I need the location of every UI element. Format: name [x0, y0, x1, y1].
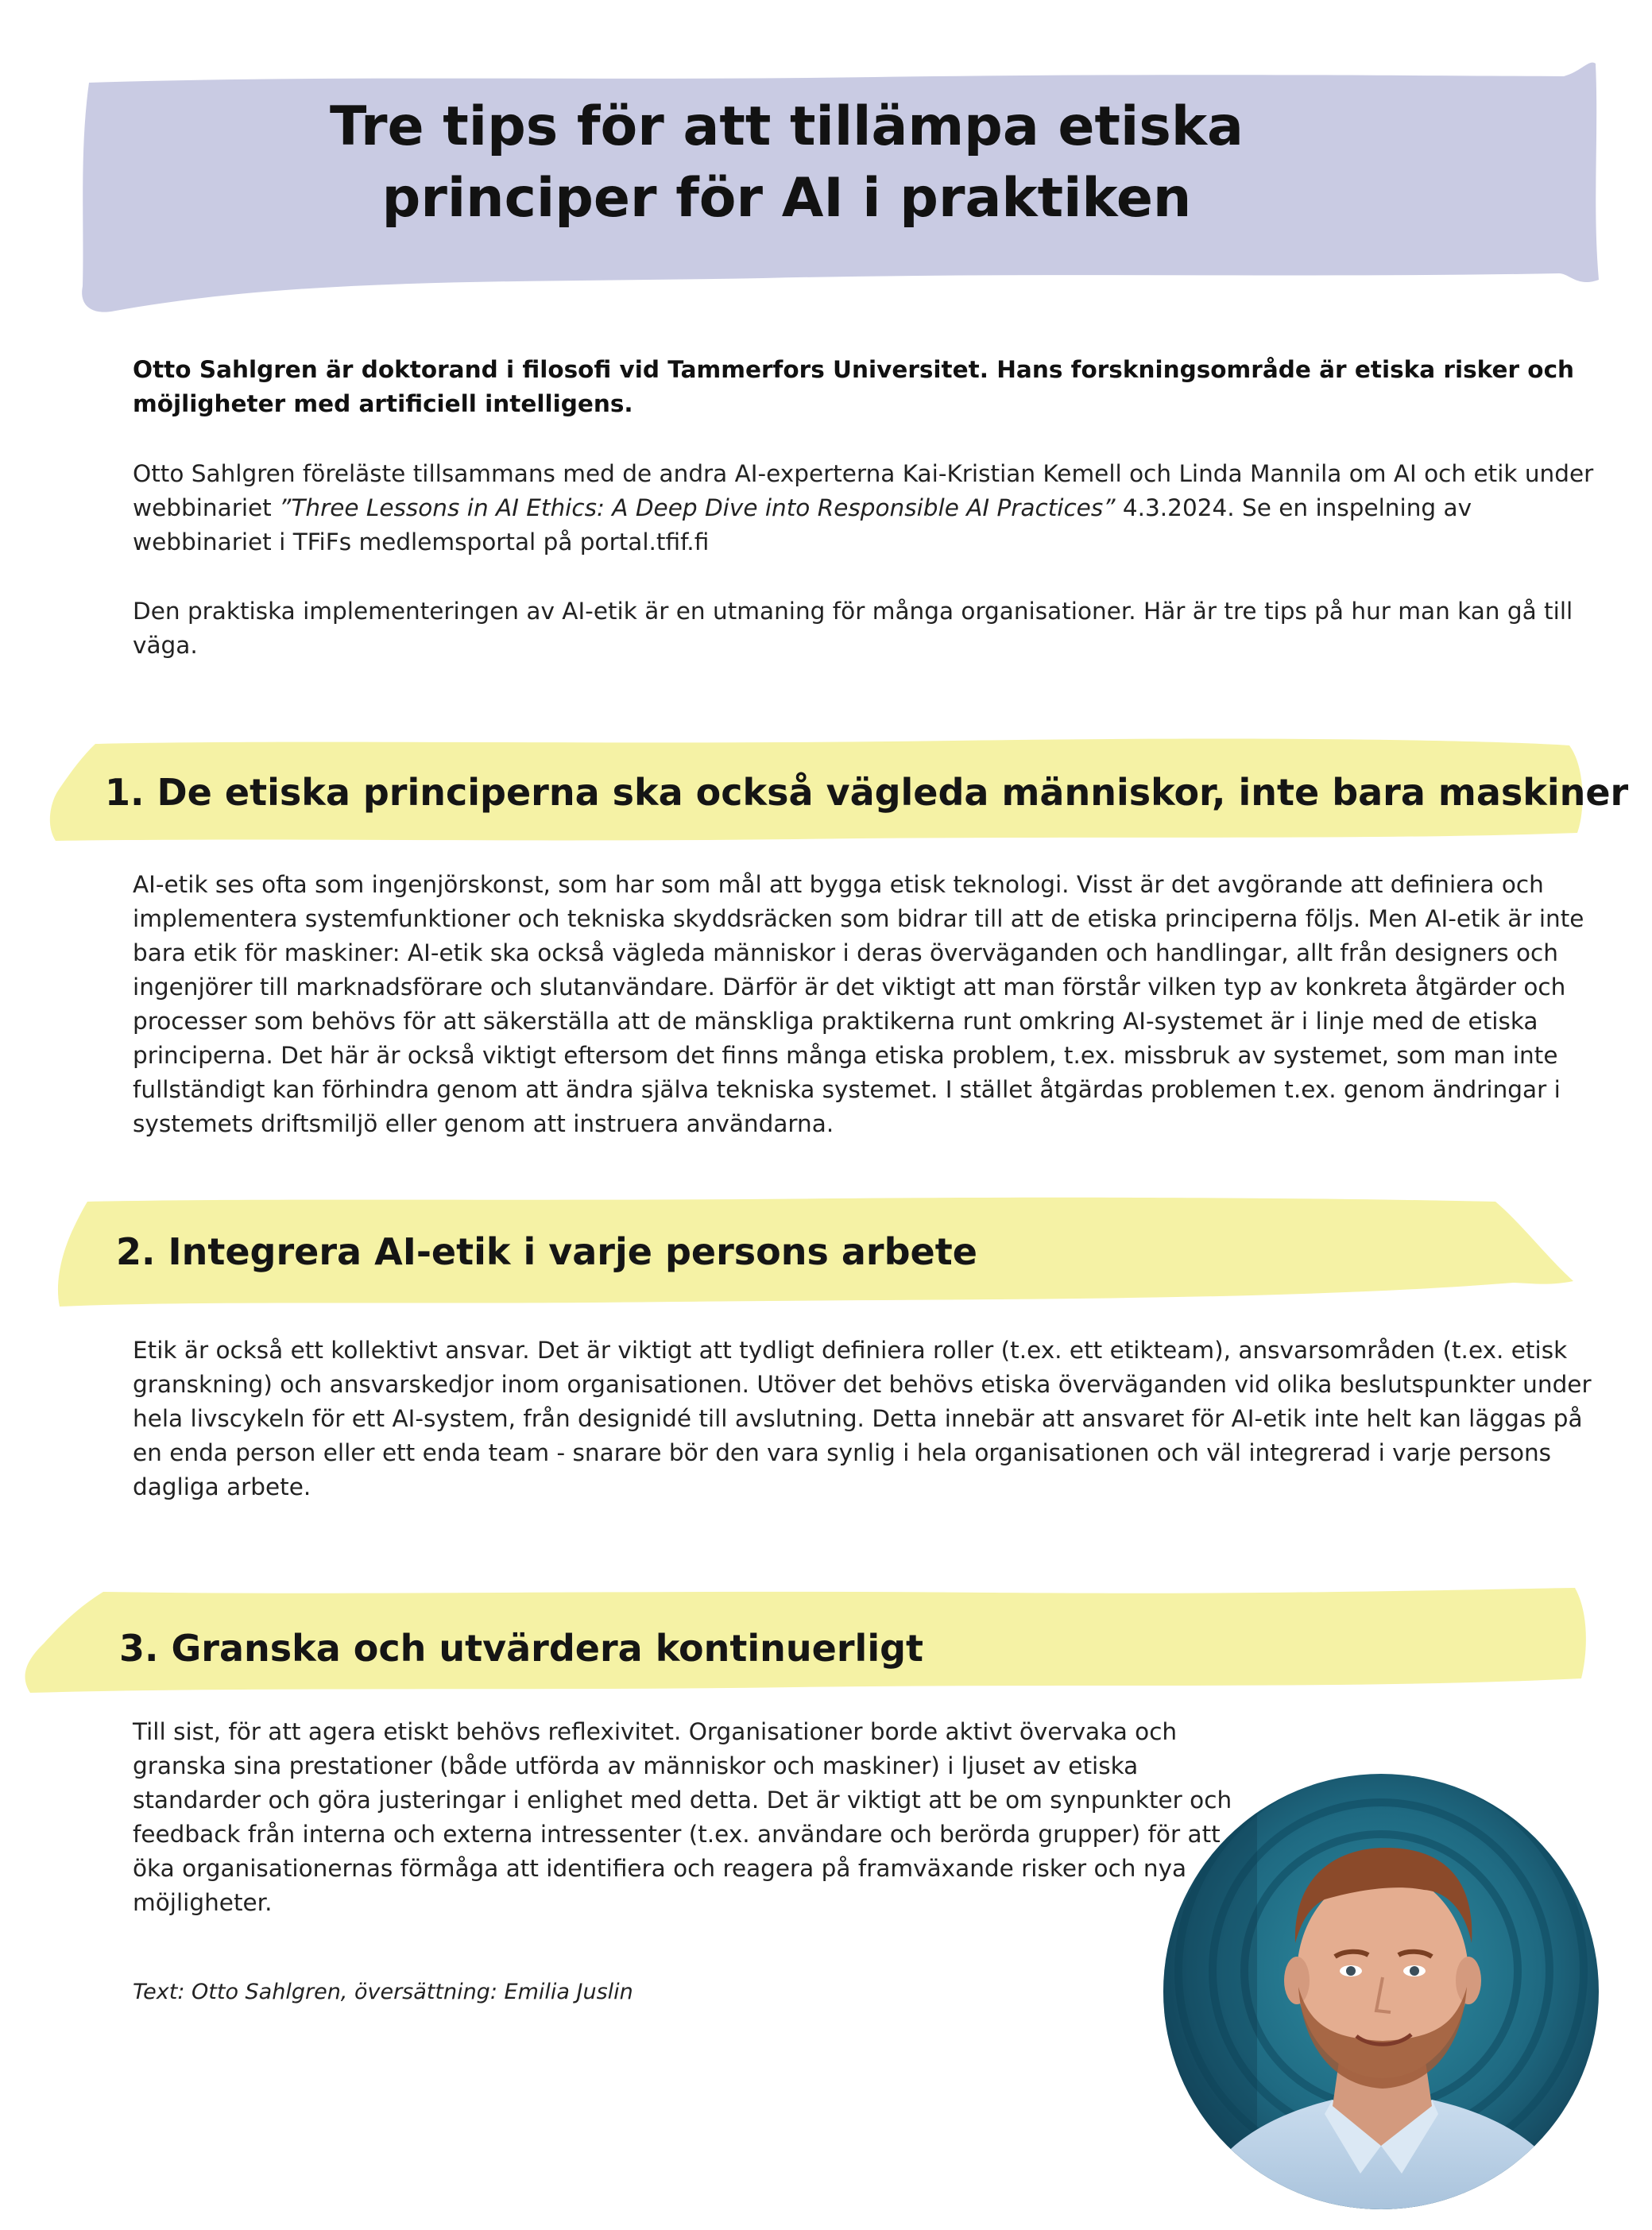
section-1-heading: 1. De etiska principerna ska också vägleda människor, inte bara maskiner [105, 771, 1629, 814]
page-title-line2: principer för AI i praktiken [381, 167, 1192, 230]
section-3-body: Till sist, för att agera etiskt behövs reflexivitet. Organisationer borde aktivt övervaka och granska sina prestationer (både utförda av människor och maskiner) i ljuset av etiska standarder och göra justeringar i enlighet med detta. Det är viktigt att be om synpunkter och feedback från interna och externa intressenter (t.ex. användare och berörda grupper) för att öka organisationernas förmåga att identifiera och reagera på framväxande risker och nya möjligheter. [133, 1718, 1232, 1916]
intro-webinar-text-after: 4.3.2024. Se en inspelning av webbinariet i TFiFs medlemsportal på portal.tfif.fi [133, 494, 1472, 556]
section-2-body: Etik är också ett kollektivt ansvar. Det är viktigt att tydligt definiera roller (t.ex. ett etikteam), ansvarsområden (t.ex. etisk granskning) och ansvarskedjor inom organisationen. Utöver det behövs etiska överväganden vid olika beslutspunkter under hela livscykeln för ett AI-system, från designidé till avslutning. Detta innebär att ansvaret för AI-etik inte helt kan läggas på en enda person eller ett enda team - snarare bör den vara synlig i hela organisationen och väl integrerad i varje persons dagliga arbete. [133, 1337, 1592, 1500]
intro-webinar-text-before: Otto Sahlgren föreläste tillsammans med de andra AI-experterna Kai-Kristian Kemell och Linda Mannila om AI och etik under webbinariet [133, 460, 1594, 521]
intro-webinar-paragraph [133, 457, 1595, 559]
section-3-heading: 3. Granska och utvärdera kontinuerligt [119, 1627, 923, 1670]
credit-line: Text: Otto Sahlgren, översättning: Emilia Juslin [133, 1980, 633, 2004]
page-title-line1: Tre tips för att tillämpa etiska [330, 95, 1244, 158]
author-lead: Otto Sahlgren är doktorand i filosofi vid Tammerfors Universitet. Hans forskningsområde är etiska risker och möjligheter med artificiell intelligens. [133, 356, 1575, 417]
page-title [143, 91, 1430, 234]
section-1-body: AI-etik ses ofta som ingenjörskonst, som har som mål att bygga etisk teknologi. Visst är det avgörande att definiera och implementera systemfunktioner och tekniska skyddsräcken som bidrar till att de etiska principerna följs. Men AI-etik är inte bara etik för maskiner: AI-etik ska också vägleda människor i deras överväganden och handlingar, allt från designers och ingenjörer till marknadsförare och slutanvändare. Därför är det viktigt att man förstår vilken typ av konkreta åtgärder och processer som behövs för att säkerställa att de mänskliga praktikerna runt omkring AI-systemet är i linje med de etiska principerna. Det här är också viktigt eftersom det finns många etiska problem, t.ex. missbruk av systemet, som man inte fullständigt kan förhindra genom att ändra själva tekniska systemet. I stället åtgärdas problemen t.ex. genom ändringar i systemets driftsmiljö eller genom att instruera användarna. [133, 871, 1584, 1137]
webinar-title: ”Three Lessons in AI Ethics: A Deep Dive into Responsible AI Practices” [279, 494, 1116, 521]
intro-paragraph: Den praktiska implementeringen av AI-etik är en utmaning för många organisationer. Här är tre tips på hur man kan gå till väga. [133, 598, 1573, 659]
section-2-heading: 2. Integrera AI-etik i varje persons arbete [116, 1230, 977, 1273]
author-portrait [1162, 1772, 1600, 2211]
